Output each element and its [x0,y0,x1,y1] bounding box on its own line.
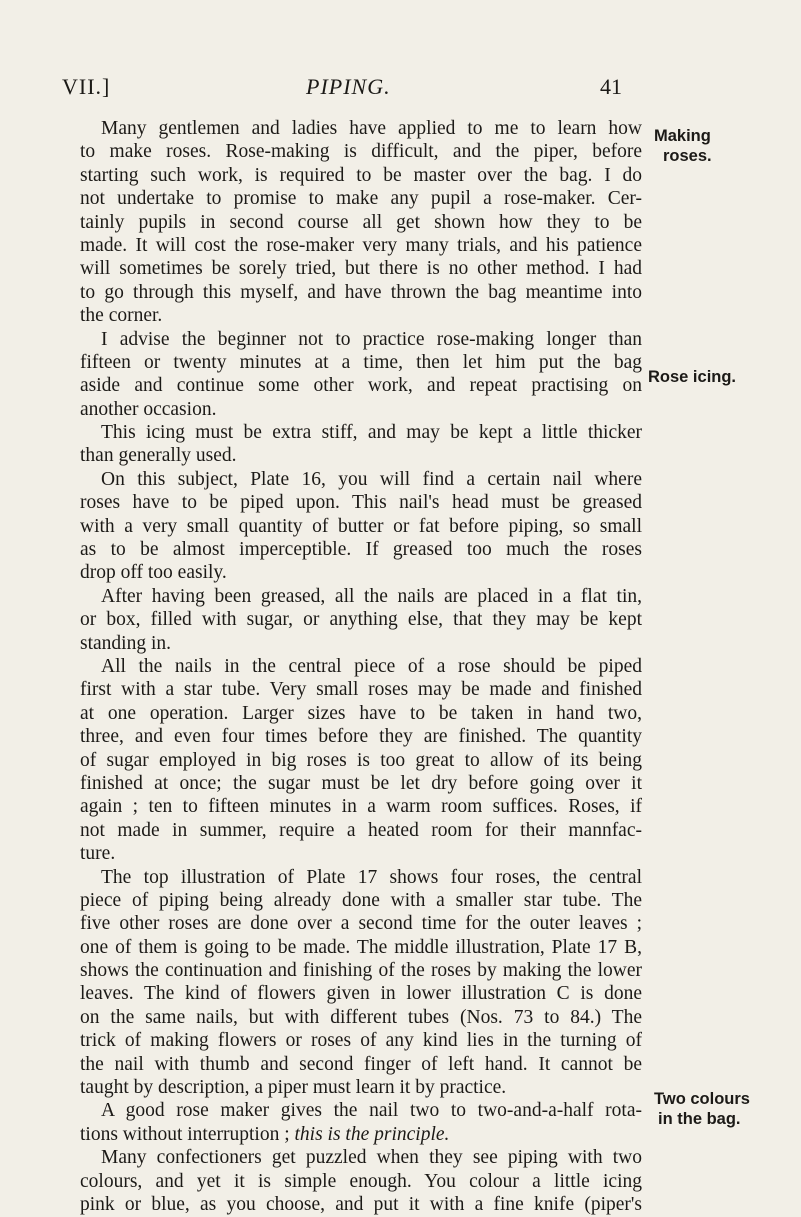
text-line: standing in. [80,632,171,654]
text-line: starting such work, is required to be master over the bag. I do [80,164,642,186]
chapter-number: VII.] [62,74,111,99]
text-line: five other roses are done over a second time for the outer leaves ; [80,913,642,935]
margin-note-rose-icing [648,367,736,387]
margin-note-line: Two colours [654,1090,750,1108]
text-line: leaves. The kind of flowers given in lower illustration C is done [80,983,642,1005]
text-line: on the same nails, but with different tubes (Nos. 73 to 84.) The [80,1006,642,1028]
margin-note-line: Making [654,127,711,145]
page-number: 41 [600,74,622,99]
text-line: The top illustration of Plate 17 shows four roses, the central [101,866,642,888]
margin-note-line: roses. [663,147,712,165]
text-line: ture. [80,843,116,865]
margin-note-two-colours [654,1089,750,1129]
text-line: of sugar employed in big roses is too great to allow of its being [80,749,642,771]
text-line: three, and even four times before they are finished. The quantity [80,726,642,748]
text-line: taught by description, a piper must learn it by practice. [80,1077,507,1099]
text-line: pink or blue, as you choose, and put it with a fine knife (piper's [80,1193,642,1215]
text-line: not undertake to promise to make any pupil a rose-maker. Cer- [80,188,642,210]
text-line: finished at once; the sugar must be let dry before going over it [80,772,642,794]
text-line: first with a star tube. Very small roses may be made and finished [80,679,642,701]
text-line: trick of making flowers or roses of any kind lies in the turning of [80,1030,642,1052]
text-line: the nail with thumb and second finger of left hand. It cannot be [80,1053,642,1075]
running-header [62,74,622,106]
text-line: another occasion. [80,398,217,420]
text-line: fifteen or twenty minutes at a time, then let him put the bag [80,351,642,373]
text-line: to make roses. Rose-making is difficult, and the piper, before [80,141,642,163]
text-line: piece of piping being already done with a smaller star tube. The [80,889,642,911]
text-line: with a very small quantity of butter or fat before piping, so small [80,515,642,537]
text-line: tainly pupils in second course all get shown how they to be [80,211,642,233]
text-line: aside and continue some other work, and repeat practising on [80,375,642,397]
text-line: at one operation. Larger sizes have to be taken in hand two, [80,702,642,724]
text-line: All the nails in the central piece of a rose should be piped [101,655,642,677]
text-line: than generally used. [80,445,237,467]
text-line: Many gentlemen and ladies have applied to me to learn how [101,118,642,139]
running-title: PIPING. [306,74,391,99]
text-line: roses have to be piped upon. This nail's head must be greased [80,492,642,514]
text-line: Many confectioners get puzzled when they see piping with two [101,1147,642,1169]
text-line: I advise the beginner not to practice rose-making longer than [101,328,642,350]
text-line: not made in summer, require a heated room for their mannfac- [80,819,642,841]
text-line [80,1123,642,1146]
text-line: will sometimes be sorely tried, but there is no other method. I had [80,258,642,280]
text-line: This icing must be extra stiff, and may be kept a little thicker [101,422,642,444]
text-line: made. It will cost the rose-maker very many trials, and his patience [80,234,642,256]
margin-note-line: Rose icing. [648,368,737,386]
text-line: the corner. [80,305,163,327]
margin-note-line: in the bag. [658,1110,741,1128]
text-line: one of them is going to be made. The middle illustration, Plate 17 B, [80,936,642,958]
text-line: drop off too easily. [80,562,227,584]
italic-principle: this is the principle. [294,1123,450,1145]
text-line: again ; ten to fifteen minutes in a warm room suffices. Roses, if [80,796,642,818]
text-line: On this subject, Plate 16, you will find a certain nail where [101,468,642,490]
text-line: A good rose maker gives the nail two to two-and-a-half rota- [101,1100,642,1122]
text-line: shows the continuation and finishing of the roses by making the lower [80,960,642,982]
text-line: or box, filled with sugar, or anything else, that they may be kept [80,609,642,631]
text-line: colours, and yet it is simple enough. You colour a little icing [80,1170,642,1192]
text-segment: tions without interruption ; [80,1123,290,1145]
text-line: as to be almost imperceptible. If greased too much the roses [80,539,642,561]
body-text [80,117,642,1216]
text-line: to go through this myself, and have thrown the bag meantime into [80,281,642,303]
text-line: After having been greased, all the nails are placed in a flat tin, [101,585,642,607]
margin-note-making-roses [654,126,712,166]
